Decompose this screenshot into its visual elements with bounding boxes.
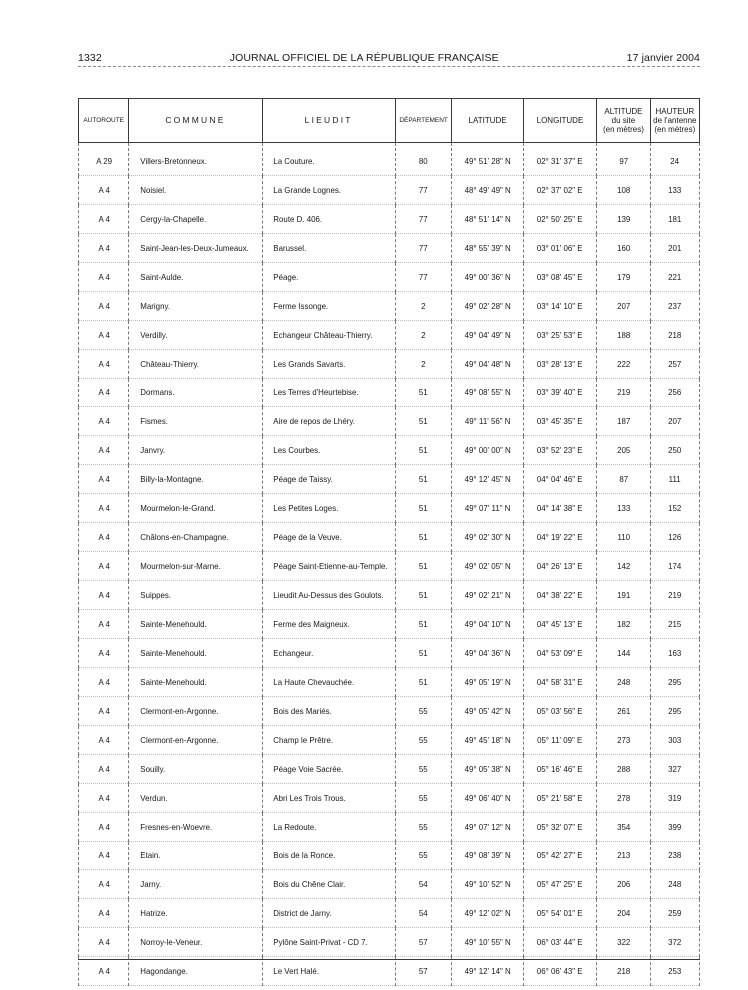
cell-altitude: 187 [599,407,648,436]
cell-lieudit: Ferme des Maigneux. [267,610,390,639]
table-row [79,928,700,957]
cell-commune: Janvry. [134,436,257,465]
cell-lieudit: Les Courbes. [267,436,390,465]
table-row [79,291,700,320]
cell-autoroute: A 4 [81,957,127,986]
cell-altitude: 273 [599,725,648,754]
cell-altitude: 218 [599,957,648,986]
cell-hauteur: 253 [652,957,697,986]
cell-commune: Château-Thierry. [134,349,257,378]
cell-latitude: 49° 07' 11" N [455,494,521,523]
table-row [79,783,700,812]
cell-altitude: 207 [599,291,648,320]
cell-longitude: 05° 16' 46" E [526,754,594,783]
page-header [78,46,700,64]
table-row [79,899,700,928]
col-header-commune: COMMUNE [129,99,262,143]
cell-departement: 54 [398,899,450,928]
cell-longitude: 04° 53' 09" E [526,638,594,667]
cell-commune: Marigny. [134,291,257,320]
publication-date: 17 janvier 2004 [626,52,700,64]
cell-altitude: 182 [599,610,648,639]
cell-commune: Hagondange. [134,957,257,986]
cell-latitude: 49° 10' 52" N [455,870,521,899]
cell-commune: Verdilly. [134,320,257,349]
cell-departement: 57 [398,957,450,986]
cell-altitude: 222 [599,349,648,378]
cell-longitude: 05° 54' 01" E [526,899,594,928]
cell-altitude: 133 [599,494,648,523]
cell-autoroute: A 4 [81,320,127,349]
cell-departement: 2 [398,291,450,320]
altitude-line-2: du site [611,115,636,125]
cell-latitude: 49° 04' 36" N [455,638,521,667]
table-row [79,436,700,465]
cell-departement: 55 [398,783,450,812]
cell-hauteur: 257 [652,349,697,378]
cell-longitude: 03° 14' 10" E [526,291,594,320]
cell-commune: Fresnes-en-Woevre. [134,812,257,841]
cell-altitude: 219 [599,378,648,407]
altitude-line-3: (en mètres) [602,125,644,135]
cell-autoroute: A 4 [81,204,127,233]
cell-lieudit: Péage de Taissy. [267,465,390,494]
cell-autoroute: A 4 [81,928,127,957]
cell-departement: 51 [398,407,450,436]
cell-departement: 51 [398,436,450,465]
cell-hauteur: 372 [652,928,697,957]
cell-altitude: 188 [599,320,648,349]
cell-departement: 51 [398,465,450,494]
cell-altitude: 97 [599,143,648,176]
cell-departement: 51 [398,494,450,523]
cell-altitude: 144 [599,638,648,667]
cell-longitude: 02° 37' 02" E [526,175,594,204]
cell-lieudit: Bois des Mariés. [267,696,390,725]
cell-longitude: 04° 04' 46" E [526,465,594,494]
cell-commune: Cergy-la-Chapelle. [134,204,257,233]
cell-lieudit: Echangeur Château-Thierry. [267,320,390,349]
cell-lieudit: Abri Les Trois Trous. [267,783,390,812]
cell-longitude: 03° 45' 35" E [526,407,594,436]
cell-departement: 55 [398,725,450,754]
cell-autoroute: A 4 [81,610,127,639]
cell-commune: Souilly. [134,754,257,783]
cell-latitude: 49° 06' 40" N [455,783,521,812]
cell-altitude: 142 [599,552,648,581]
cell-latitude: 49° 02' 30" N [455,523,521,552]
cell-autoroute: A 4 [81,494,127,523]
cell-longitude: 04° 58' 31" E [526,667,594,696]
cell-autoroute: A 4 [81,407,127,436]
table-row [79,552,700,581]
cell-latitude: 49° 04' 48" N [455,349,521,378]
cell-commune: Sainte-Menehould. [134,610,257,639]
cell-lieudit: La Couture. [267,143,390,176]
cell-latitude: 49° 08' 55" N [455,378,521,407]
cell-altitude: 139 [599,204,648,233]
table-row [79,610,700,639]
cell-altitude: 322 [599,928,648,957]
cell-departement: 80 [398,143,450,176]
cell-longitude: 05° 21' 58" E [526,783,594,812]
cell-commune: Saint-Aulde. [134,262,257,291]
table-row [79,262,700,291]
cell-altitude: 191 [599,581,648,610]
cell-lieudit: Lieudit Au-Dessus des Goulots. [267,581,390,610]
cell-lieudit: Les Terres d'Heurtebise. [267,378,390,407]
cell-hauteur: 237 [652,291,697,320]
cell-hauteur: 218 [652,320,697,349]
cell-hauteur: 319 [652,783,697,812]
cell-latitude: 49° 07' 12" N [455,812,521,841]
table-row [79,957,700,986]
cell-latitude: 48° 51' 14" N [455,204,521,233]
cell-hauteur: 201 [652,233,697,262]
cell-autoroute: A 4 [81,754,127,783]
col-header-departement: DÉPARTEMENT [395,99,452,143]
cell-longitude: 06° 03' 44" E [526,928,594,957]
cell-longitude: 03° 08' 45" E [526,262,594,291]
cell-latitude: 49° 02' 28" N [455,291,521,320]
hauteur-line-2: de l'antenne [653,115,697,125]
table-row [79,841,700,870]
cell-departement: 51 [398,523,450,552]
col-header-hauteur [650,99,699,143]
col-header-latitude: LATITUDE [452,99,523,143]
cell-longitude: 02° 50' 25" E [526,204,594,233]
table-bottom-border [78,959,700,960]
cell-lieudit: Le Vert Halé. [267,957,390,986]
cell-autoroute: A 4 [81,349,127,378]
cell-lieudit: Echangeur. [267,638,390,667]
cell-altitude: 206 [599,870,648,899]
table-row [79,204,700,233]
cell-departement: 2 [398,349,450,378]
cell-autoroute: A 4 [81,465,127,494]
cell-autoroute: A 4 [81,899,127,928]
cell-commune: Billy-la-Montagne. [134,465,257,494]
cell-longitude: 04° 14' 38" E [526,494,594,523]
cell-longitude: 03° 39' 40" E [526,378,594,407]
header-divider [78,66,700,67]
cell-hauteur: 215 [652,610,697,639]
table-row [79,233,700,262]
cell-altitude: 204 [599,899,648,928]
table-row [79,143,700,176]
cell-autoroute: A 4 [81,378,127,407]
cell-hauteur: 207 [652,407,697,436]
cell-latitude: 49° 12' 45" N [455,465,521,494]
cell-departement: 55 [398,754,450,783]
cell-departement: 55 [398,812,450,841]
cell-commune: Sainte-Menehould. [134,667,257,696]
cell-lieudit: Route D. 406. [267,204,390,233]
cell-longitude: 03° 01' 06" E [526,233,594,262]
cell-lieudit: District de Jarny. [267,899,390,928]
cell-autoroute: A 4 [81,291,127,320]
cell-latitude: 49° 45' 18" N [455,725,521,754]
table-row [79,870,700,899]
table-row [79,175,700,204]
cell-departement: 55 [398,841,450,870]
cell-departement: 54 [398,870,450,899]
table-row [79,349,700,378]
cell-departement: 51 [398,638,450,667]
cell-departement: 77 [398,175,450,204]
cell-latitude: 49° 00' 00" N [455,436,521,465]
cell-autoroute: A 4 [81,262,127,291]
hauteur-line-1: HAUTEUR [655,106,695,116]
cell-lieudit: La Haute Chevauchée. [267,667,390,696]
cell-lieudit: Aire de repos de Lhéry. [267,407,390,436]
cell-lieudit: Les Grands Savarts. [267,349,390,378]
cell-latitude: 49° 12' 14" N [455,957,521,986]
cell-autoroute: A 29 [81,143,127,176]
cell-autoroute: A 4 [81,581,127,610]
page-number: 1332 [78,52,102,64]
table-row [79,754,700,783]
cell-lieudit: Bois du Chêne Clair. [267,870,390,899]
cell-altitude: 205 [599,436,648,465]
table-header [79,99,700,143]
col-header-autoroute: AUTOROUTE [79,99,129,143]
cell-longitude: 04° 19' 22" E [526,523,594,552]
cell-hauteur: 303 [652,725,697,754]
cell-hauteur: 221 [652,262,697,291]
cell-hauteur: 327 [652,754,697,783]
cell-commune: Hatrize. [134,899,257,928]
cell-latitude: 49° 51' 28" N [455,143,521,176]
cell-departement: 77 [398,204,450,233]
table-row [79,523,700,552]
cell-hauteur: 248 [652,870,697,899]
cell-autoroute: A 4 [81,175,127,204]
cell-autoroute: A 4 [81,841,127,870]
cell-autoroute: A 4 [81,552,127,581]
cell-lieudit: La Redoute. [267,812,390,841]
cell-hauteur: 259 [652,899,697,928]
table-row [79,667,700,696]
cell-hauteur: 295 [652,667,697,696]
cell-hauteur: 111 [652,465,697,494]
cell-commune: Dormans. [134,378,257,407]
cell-latitude: 48° 49' 49" N [455,175,521,204]
cell-departement: 55 [398,696,450,725]
cell-departement: 77 [398,262,450,291]
cell-altitude: 248 [599,667,648,696]
cell-commune: Sainte-Menehould. [134,638,257,667]
cell-commune: Mourmelon-le-Grand. [134,494,257,523]
cell-longitude: 05° 03' 56" E [526,696,594,725]
table-row [79,407,700,436]
cell-hauteur: 126 [652,523,697,552]
cell-commune: Châlons-en-Champagne. [134,523,257,552]
cell-altitude: 354 [599,812,648,841]
cell-lieudit: Pylône Saint-Privat - CD 7. [267,928,390,957]
cell-latitude: 49° 00' 36" N [455,262,521,291]
cell-hauteur: 256 [652,378,697,407]
cell-hauteur: 295 [652,696,697,725]
cell-hauteur: 219 [652,581,697,610]
cell-longitude: 02° 31' 37" E [526,143,594,176]
cell-departement: 77 [398,233,450,262]
cell-commune: Fismes. [134,407,257,436]
col-header-lieudit: LIEUDIT [262,99,395,143]
cell-autoroute: A 4 [81,725,127,754]
col-header-longitude: LONGITUDE [523,99,596,143]
cell-commune: Saint-Jean-les-Deux-Jumeaux. [134,233,257,262]
altitude-line-1: ALTITUDE [604,106,643,116]
cell-latitude: 49° 04' 49" N [455,320,521,349]
cell-latitude: 49° 08' 39" N [455,841,521,870]
cell-longitude: 05° 47' 25" E [526,870,594,899]
cell-latitude: 49° 05' 38" N [455,754,521,783]
cell-lieudit: Les Petites Loges. [267,494,390,523]
cell-lieudit: Péage Saint-Etienne-au-Temple. [267,552,390,581]
cell-departement: 57 [398,928,450,957]
cell-commune: Villers-Bretonneux. [134,143,257,176]
cell-hauteur: 250 [652,436,697,465]
cell-latitude: 49° 12' 02" N [455,899,521,928]
cell-latitude: 48° 55' 39" N [455,233,521,262]
table-row [79,581,700,610]
cell-altitude: 110 [599,523,648,552]
cell-altitude: 213 [599,841,648,870]
cell-commune: Clermont-en-Argonne. [134,725,257,754]
cell-longitude: 05° 32' 07" E [526,812,594,841]
cell-lieudit: Péage. [267,262,390,291]
cell-latitude: 49° 04' 10" N [455,610,521,639]
table-row [79,638,700,667]
cell-hauteur: 399 [652,812,697,841]
cell-altitude: 108 [599,175,648,204]
cell-hauteur: 163 [652,638,697,667]
cell-longitude: 05° 42' 27" E [526,841,594,870]
cell-autoroute: A 4 [81,233,127,262]
cell-departement: 51 [398,667,450,696]
cell-autoroute: A 4 [81,436,127,465]
cell-commune: Etain. [134,841,257,870]
cell-longitude: 04° 38' 22" E [526,581,594,610]
cell-hauteur: 238 [652,841,697,870]
cell-altitude: 87 [599,465,648,494]
cell-commune: Noisiel. [134,175,257,204]
table-row [79,378,700,407]
cell-hauteur: 152 [652,494,697,523]
cell-lieudit: Barussel. [267,233,390,262]
cell-commune: Clermont-en-Argonne. [134,696,257,725]
cell-longitude: 03° 25' 53" E [526,320,594,349]
cell-autoroute: A 4 [81,667,127,696]
cell-altitude: 261 [599,696,648,725]
cell-hauteur: 181 [652,204,697,233]
cell-commune: Verdun. [134,783,257,812]
cell-latitude: 49° 02' 05" N [455,552,521,581]
cell-departement: 51 [398,378,450,407]
cell-departement: 51 [398,552,450,581]
table-row [79,320,700,349]
col-header-altitude [597,99,650,143]
cell-longitude: 06° 06' 43" E [526,957,594,986]
cell-lieudit: Bois de la Ronce. [267,841,390,870]
cell-autoroute: A 4 [81,870,127,899]
cell-commune: Norroy-le-Veneur. [134,928,257,957]
cell-longitude: 05° 11' 09" E [526,725,594,754]
cell-longitude: 03° 28' 13" E [526,349,594,378]
cell-hauteur: 24 [652,143,697,176]
cell-altitude: 288 [599,754,648,783]
antenna-sites-table [78,98,700,986]
journal-title: JOURNAL OFFICIEL DE LA RÉPUBLIQUE FRANÇAISE [229,52,499,64]
cell-latitude: 49° 11' 56" N [455,407,521,436]
cell-autoroute: A 4 [81,523,127,552]
table-body [79,143,700,986]
cell-latitude: 49° 02' 21" N [455,581,521,610]
cell-lieudit: La Grande Lognes. [267,175,390,204]
table-row [79,725,700,754]
cell-hauteur: 174 [652,552,697,581]
cell-autoroute: A 4 [81,812,127,841]
cell-latitude: 49° 05' 19" N [455,667,521,696]
table-row [79,696,700,725]
cell-lieudit: Champ le Prêtre. [267,725,390,754]
cell-commune: Jarny. [134,870,257,899]
cell-autoroute: A 4 [81,696,127,725]
table-row [79,494,700,523]
cell-departement: 2 [398,320,450,349]
cell-commune: Mourmelon-sur-Marne. [134,552,257,581]
cell-altitude: 179 [599,262,648,291]
cell-latitude: 49° 10' 55" N [455,928,521,957]
table-row [79,812,700,841]
cell-autoroute: A 4 [81,783,127,812]
cell-lieudit: Péage Voie Sacrée. [267,754,390,783]
cell-commune: Suippes. [134,581,257,610]
cell-longitude: 04° 26' 13" E [526,552,594,581]
cell-latitude: 49° 05' 42" N [455,696,521,725]
cell-hauteur: 133 [652,175,697,204]
cell-autoroute: A 4 [81,638,127,667]
cell-lieudit: Ferme Issonge. [267,291,390,320]
hauteur-line-3: (en mètres) [654,125,696,135]
table-row [79,465,700,494]
cell-altitude: 278 [599,783,648,812]
cell-departement: 51 [398,610,450,639]
cell-longitude: 03° 52' 23" E [526,436,594,465]
cell-altitude: 160 [599,233,648,262]
cell-departement: 51 [398,581,450,610]
cell-lieudit: Péage de la Veuve. [267,523,390,552]
cell-longitude: 04° 45' 13" E [526,610,594,639]
